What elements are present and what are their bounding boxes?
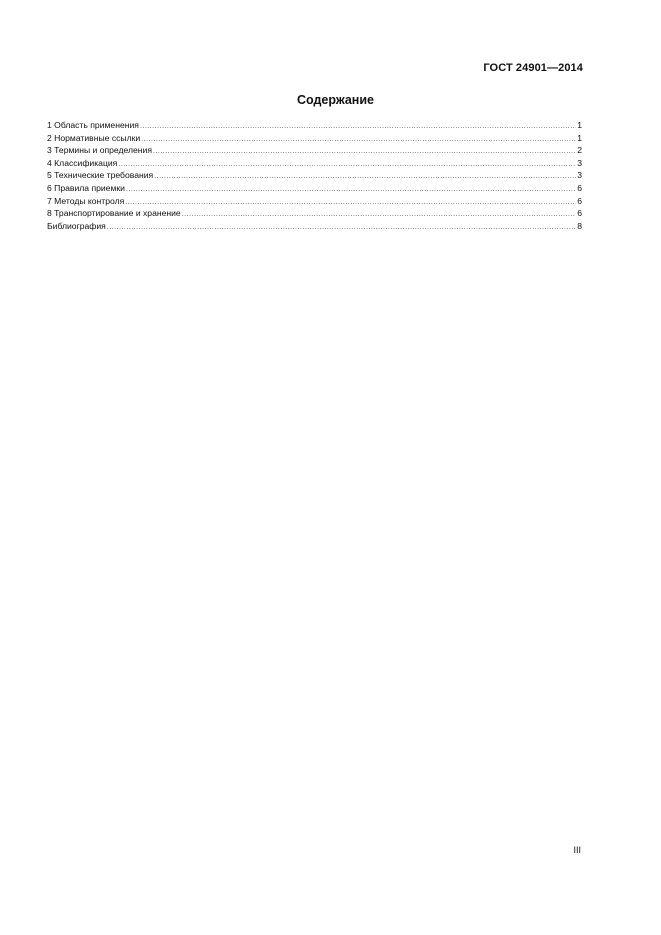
toc-entry-acceptance-rules[interactable] bbox=[47, 182, 582, 195]
toc-dot-leader bbox=[126, 184, 576, 197]
toc-entry-page: 8 bbox=[577, 220, 582, 231]
toc-entry-control-methods[interactable] bbox=[47, 195, 582, 208]
toc-entry-page: 2 bbox=[577, 145, 582, 156]
toc-entry-page: 6 bbox=[577, 182, 582, 193]
toc-entry-label: Библиография bbox=[47, 220, 106, 231]
toc-entry-normative-references[interactable] bbox=[47, 132, 582, 145]
toc-entry-label: 1 Область применения bbox=[47, 120, 139, 130]
toc-dot-leader bbox=[118, 159, 576, 172]
toc-entry-transport-storage[interactable] bbox=[47, 207, 582, 220]
toc-dot-leader bbox=[182, 209, 577, 222]
toc-dot-leader bbox=[107, 222, 576, 235]
toc-entry-technical-requirements[interactable] bbox=[47, 169, 582, 182]
table-of-contents bbox=[47, 119, 582, 232]
toc-dot-leader bbox=[125, 197, 576, 210]
toc-dot-leader bbox=[154, 171, 576, 184]
toc-entry-label: 8 Транспортирование и хранение bbox=[47, 208, 181, 219]
toc-entry-page: 1 bbox=[577, 120, 582, 130]
toc-entry-page: 1 bbox=[577, 132, 582, 143]
toc-entry-label: 5 Технические требования bbox=[47, 170, 154, 181]
toc-entry-page: 3 bbox=[577, 157, 582, 168]
toc-title: Содержание bbox=[296, 93, 374, 107]
toc-entry-page: 6 bbox=[577, 208, 582, 219]
page-number: III bbox=[573, 845, 581, 855]
toc-dot-leader bbox=[140, 121, 576, 134]
toc-entry-label: 2 Нормативные ссылки bbox=[47, 132, 141, 143]
toc-entry-label: 6 Правила приемки bbox=[47, 182, 125, 193]
toc-entry-label: 7 Методы контроля bbox=[47, 195, 125, 206]
toc-entry-scope[interactable] bbox=[47, 119, 582, 132]
toc-entry-page: 6 bbox=[577, 195, 582, 206]
toc-entry-bibliography[interactable] bbox=[47, 220, 582, 233]
toc-entry-label: 4 Классификация bbox=[47, 157, 118, 168]
toc-entry-label: 3 Термины и определения bbox=[47, 145, 153, 156]
toc-entry-terms-definitions[interactable] bbox=[47, 144, 582, 157]
toc-dot-leader bbox=[153, 146, 576, 159]
toc-entry-page: 3 bbox=[577, 170, 582, 181]
toc-dot-leader bbox=[141, 134, 576, 147]
toc-entry-classification[interactable] bbox=[47, 157, 582, 170]
document-code: ГОСТ 24901—2014 bbox=[483, 62, 583, 74]
